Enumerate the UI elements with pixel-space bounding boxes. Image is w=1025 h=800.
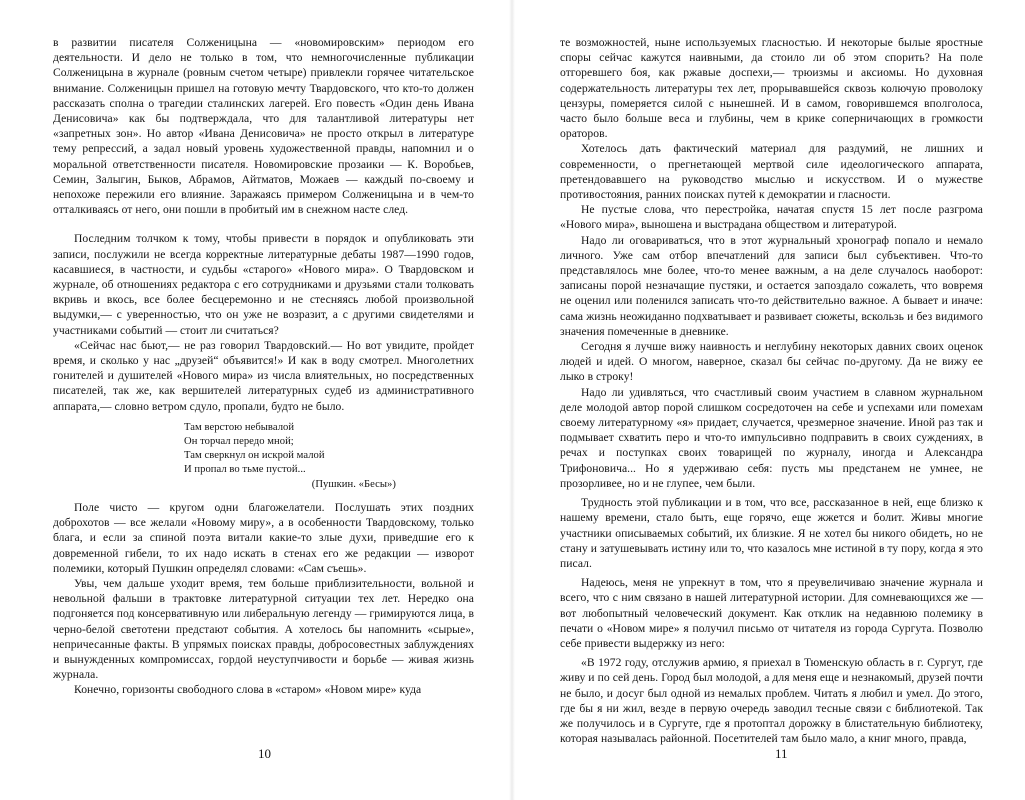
page-number: 11 [775,746,788,761]
paragraph: Надо ли оговариваться, что в этот журнальный хронограф попало и немало личного. Уже сам отбор впечатлений для записи был субъективен. Что-то представлялось мне более, что-то менее важным, а на деле случалось наоборот: записаны порой незначащие пустяки, и остается запоздало сожалеть, что вовремя не оценил или поленился записать что-то действительно важное. А бывает и иначе: сама жизнь неожиданно подхватывает и развивает сюжеты, вскользь и без видимого значения помеченные в дневнике. [560,233,983,338]
right-page-text [560,35,983,746]
poem-attribution: (Пушкин. «Бесы») [311,478,396,490]
page-number: 10 [258,746,271,761]
left-page-text [53,35,474,698]
paragraph: Надеюсь, меня не упрекнут в том, что я преувеличиваю значение журнала и всего, что с ним связано в нашей литературной истории. Для сомневающихся же — вот любопытный человеческий документ. Как отклик на недавнюю полемику в печати о «Новом мире» я получил письмо от читателя из города Сургута. Позволю себе привести выдержку из него: [560,576,983,650]
paragraph: Хотелось дать фактический материал для раздумий, не лишних и современности, о прегнетающей мертвой силе идеологического аппарата, претендовавшего на руководство мыслью и искусством. И о мужестве противостояния, ранних поисках путей к демократии и гласности. [560,142,983,202]
paragraph: Конечно, горизонты свободного слова в «старом» «Новом мире» куда [74,683,422,697]
paragraph: Не пустые слова, что перестройка, начатая спустя 15 лет после разгрома «Нового мира», выношена и выстрадана обществом и литературой. [560,203,983,232]
paragraph: те возможностей, ныне используемых гласностью. И некоторые былые яростные споры сейчас кажутся наивными, да стоило ли об этом спорить? На поле отгоревшего боя, как ржавые доспехи,— трюизмы и аксиомы. Но духовная содержательность литературы тех лет, прорывавшейся сквозь колючую проволоку цензуры, померяется силой с нынешней. И в самом, говорившемся вполголоса, часто было больше веса и глубины, чем в крике соперничающих в громкости ораторов. [560,36,983,141]
poem-line: Он торчал передо мной; [184,436,294,448]
poem-line: Там сверкнул он искрой малой [184,450,325,462]
paragraph: Надо ли удивляться, что счастливый своим участием в славном журнальном деле молодой автор порой слишком сосредоточен на себе и успехами или помехам своему литературному «я» придает, случается, чрезмерное значение. Иной раз так и подмывает схватить перо и что-то импульсивно подправить в своих суждениях, в речах и поступках своих товарищей по журналу, иногда и Александра Трифоновича... Но я удерживаю себя: пусть мы предстанем не умнее, не прозорливее, но и не глупее, чем были. [560,385,983,490]
poem-line: И пропал во тьме пустой... [184,464,306,476]
paragraph: Поле чисто — кругом одни благожелатели. Послушать этих поздних доброхотов — все желали «Новому миру», а в особенности Твардовскому, только блага, и если за спиной поэта витали какие-то злые духи, приведшие его к довременной гибели, то их надо искать в стенах его же редакции — изворот полемики, который Пушкин определял словами: «Сам съешь». [53,500,474,575]
paragraph: Трудность этой публикации и в том, что все, рассказанное в ней, еще близко к нашему времени, стало быть, еще горячо, еще жжется и болит. Живы многие участники описываемых событий, их близкие. Я не хотел бы никого обидеть, но не стану и затушевывать истину или то, что казалось мне истиной в ту пору, когда я это писал. [560,496,983,570]
paragraph: Сегодня я лучше вижу наивность и неглубину некоторых давних своих оценок людей и идей. О многом, наверное, сказал бы сейчас по-другому. Да не вижу ее лыко в строку! [560,340,983,384]
right-page [512,0,1025,800]
paragraph-quote: «В 1972 году, отслужив армию, я приехал в Тюменскую область в г. Сургут, где живу и по сей день. Город был молодой, а для меня еще и незнакомый, друзей почти не было, и досуг был одной из немалых проблем. Читать я любил и умел. До этого, где бы я ни жил, везде в первую очередь заводил тесные связи с библиотекой. Так же получилось и в Сургуте, где я протоптал дорожку в блистательную библиотеку, которая называлась районной. Посетителей там было мало, а книг много, правда, [560,656,983,746]
left-page [0,0,512,800]
paragraph: в развитии писателя Солженицына — «новомировским» периодом его деятельности. И дело не только в том, что немногочисленные публикации Солженицына в журнале (ровным счетом четыре) привлекли горячее читательское внимание. Солженицын пришел на готовую мечту Твардовского, что кто-то должен рассказать сполна о трагедии сталинских лагерей. Его повесть «Один день Ивана Денисовича» как бы подтверждала, что для талантливой литературы нет «запретных зон». Но автор «Ивана Денисовича» не просто открыл в литературе тему репрессий, а задал новый уровень художественной правды, напомнил и о моральной ответственности писателя. Новомировские прозаики — К. Воробьев, Семин, Залыгин, Быков, Абрамов, Айтматов, Можаев — каждый по-своему и непохоже пережили его влияние. Заражаясь примером Солженицына и в чем-то отталкиваясь от него, они пошли в пробитый им в снежном насте след. [53,36,474,217]
poem-epigraph [184,421,474,492]
paragraph: «Сейчас нас бьют,— не раз говорил Твардовский.— Но вот увидите, пройдет время, и сколько у нас „друзей“ объявится!» И как в воду смотрел. Многолетних гонителей и душителей «Нового мира» из числа влиятельных, но посредственных писателей, так же, как вершителей литературных судеб из административного аппарата,— словно ветром сдуло, пропали, будто не было. [53,338,474,413]
paragraph: Увы, чем дальше уходит время, тем больше приблизительности, вольной и невольной фальши в трактовке литературной ситуации тех лет. Нередко она подгоняется под консервативную или либеральную легенду — гримируются лица, в черно-белой светотени предстают события. А хотелось бы напомнить «сырые», непричесанные факты. В упрямых поисках правды, добросовестных заблуждениях и вынужденных компромиссах, гордой неуступчивости и борьбе — живая жизнь журнала. [53,576,474,682]
paragraph: Последним толчком к тому, чтобы привести в порядок и опубликовать эти записи, послужили не всегда корректные литературные дебаты 1987—1990 годов, касавшиеся, в частности, и судьбы «старого» «Нового мира». О Твардовском и журнале, об отношениях редактора с его сотрудниками и друзьями стали толковать вкривь и вкось, все более бесцеремонно и не стесняясь любой произвольной выдумки,— с уверенностью, что он уже не возразит, а с другими свидетелями и участниками событий — стоит ли считаться? [53,232,474,337]
poem-line: Там верстою небывалой [184,421,295,433]
